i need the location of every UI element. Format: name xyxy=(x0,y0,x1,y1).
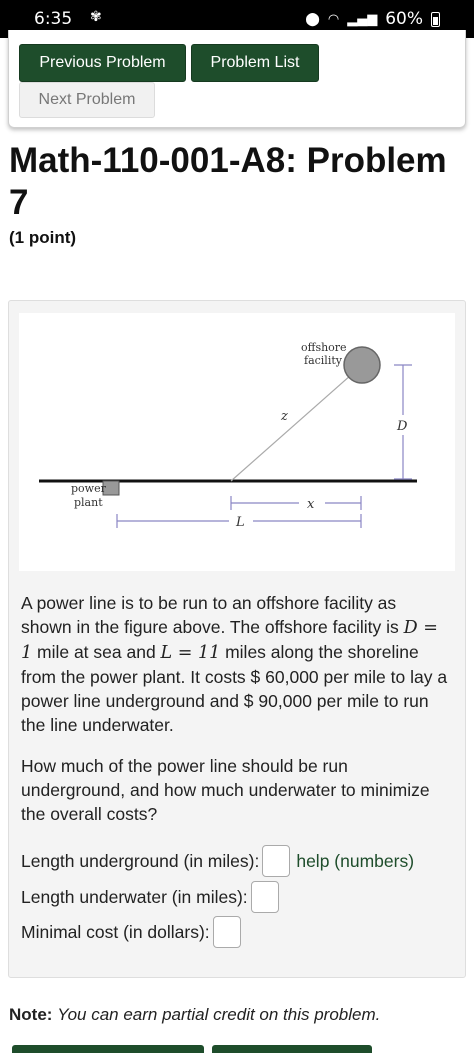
d-value: D = 1 xyxy=(21,618,438,663)
l-value: L = 11 xyxy=(160,643,221,663)
underwater-label: Length underwater (in miles): xyxy=(21,886,248,907)
underground-input[interactable] xyxy=(262,845,290,877)
answer-row-cost xyxy=(21,916,241,948)
help-link[interactable]: help (numbers) xyxy=(296,850,415,871)
status-icons xyxy=(305,9,440,29)
problem-nav xyxy=(8,30,466,128)
problem-question: How much of the power line should be run underground, and how much underwater to minimize the overall costs? xyxy=(21,756,430,824)
location-icon: ⬤ xyxy=(305,11,320,27)
z-label: z xyxy=(281,409,288,424)
problem-statement: A power line is to be run to an offshore facility as shown in the figure above. The offshore facility is D = 1 mile at sea and L = 11 miles along the shoreline from the power plant. It costs $ 60,000 per mile to lay a power line underground and $ 90,000 per mile to run the line underwater. xyxy=(21,593,448,735)
plant-label-line2: plant xyxy=(74,496,103,509)
problem-points: (1 point) xyxy=(9,228,77,247)
facility-label-line2: facility xyxy=(304,354,342,367)
figure-diagram xyxy=(19,313,455,571)
battery-icon xyxy=(431,12,440,27)
facility-label-line1: offshore xyxy=(301,341,347,354)
submit-button-partial[interactable] xyxy=(12,1045,204,1053)
cost-label: Minimal cost (in dollars): xyxy=(21,921,210,942)
x-label: x xyxy=(307,497,315,512)
problem-figure xyxy=(19,313,455,571)
problem-list-button[interactable]: Problem List xyxy=(191,44,319,82)
next-problem-button[interactable]: Next Problem xyxy=(19,82,155,118)
problem-body xyxy=(8,300,466,978)
offshore-facility-marker xyxy=(344,347,380,383)
l-label: L xyxy=(236,515,245,530)
battery-level: 60% xyxy=(385,9,423,29)
answer-row-underground xyxy=(21,845,414,877)
underground-label: Length underground (in miles): xyxy=(21,850,260,871)
partial-credit-note: Note: You can earn partial credit on this problem. xyxy=(9,1005,381,1024)
status-time: 6:35 xyxy=(34,9,73,29)
page-title: Math-110-001-A8: Problem 7 xyxy=(9,141,447,222)
wifi-icon: ◠ xyxy=(327,11,340,27)
underwater-line xyxy=(231,375,351,481)
d-label: D xyxy=(397,419,408,434)
cost-input[interactable] xyxy=(213,916,241,948)
answer-row-underwater xyxy=(21,881,279,913)
plant-label-line1: power xyxy=(71,482,106,495)
preview-button-partial[interactable] xyxy=(212,1045,372,1053)
notification-icon: ✾ xyxy=(90,9,102,25)
previous-problem-button[interactable]: Previous Problem xyxy=(19,44,186,82)
signal-icon: ▂▄▆ xyxy=(347,11,378,27)
underwater-input[interactable] xyxy=(251,881,279,913)
